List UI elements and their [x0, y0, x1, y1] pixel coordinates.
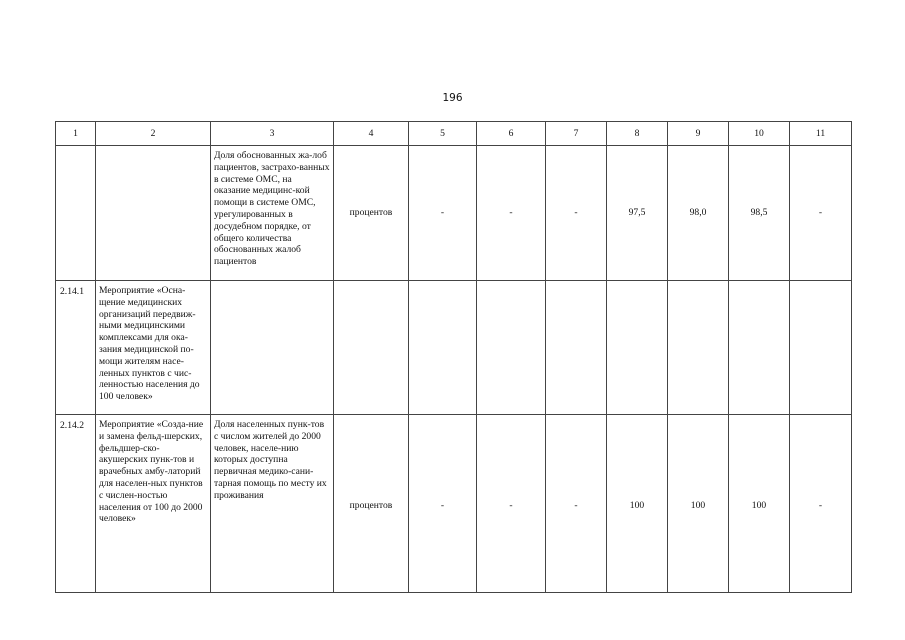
unit-cell: процентов	[349, 500, 393, 511]
table-row	[56, 415, 852, 593]
value-cell: 100	[629, 500, 645, 511]
row-number: 2.14.1	[60, 286, 84, 297]
value-cell	[790, 281, 851, 342]
event-cell: Мероприятие «Созда-ние и замена фельд-шерских, фельдшер-ско-акушерских пунк-тов и врачебных амбу-латорий для населен-ных пунктов с числен-ностью населения от 100 до 2000 человек»	[99, 419, 204, 525]
value-cell: 100	[751, 500, 767, 511]
value-cell: 100	[690, 500, 706, 511]
value-cell	[546, 281, 606, 342]
row-number: 2.14.2	[60, 420, 84, 431]
table-header-row	[56, 122, 852, 146]
indicator-cell: Доля обоснованных жа-лоб пациентов, застрахо-ванных в системе ОМС, на оказание медицинс-кой помощи в системе ОМС, урегулированных в досудебном порядке, от общего количества обоснованных жалоб пациентов	[214, 150, 330, 268]
value-cell	[477, 281, 545, 342]
header-cell: 9	[668, 122, 729, 146]
header-cell: 5	[409, 122, 477, 146]
value-cell: -	[818, 207, 823, 218]
value-cell: -	[574, 500, 578, 511]
value-cell	[729, 281, 789, 342]
header-cell: 11	[790, 122, 852, 146]
event-cell	[96, 146, 210, 152]
unit-cell: процентов	[349, 207, 393, 218]
page-number: 196	[442, 92, 463, 104]
header-cell: 4	[334, 122, 409, 146]
header-cell: 7	[546, 122, 607, 146]
value-cell	[607, 281, 667, 342]
value-cell: -	[440, 207, 445, 218]
unit-cell	[334, 281, 408, 342]
indicator-cell: Доля населенных пунк-тов с числом жителей до 2000 человек, населе-нию которых доступна первичная медико-сани-тарная помощь по месту их проживания	[214, 419, 327, 501]
program-table	[55, 121, 852, 593]
header-cell: 8	[607, 122, 668, 146]
table-row	[56, 281, 852, 415]
value-cell: 98,0	[689, 207, 707, 218]
header-cell: 1	[56, 122, 96, 146]
value-cell: -	[440, 500, 445, 511]
header-cell: 10	[729, 122, 790, 146]
row-number	[56, 146, 95, 151]
value-cell: -	[818, 500, 823, 511]
value-cell	[668, 281, 728, 342]
value-cell: -	[574, 207, 578, 218]
value-cell: 98,5	[750, 207, 768, 218]
event-cell: Мероприятие «Осна-щение медицинских организаций передвиж-ными медицинскими комплексами для ока-зания медицинской по-мощи жителям насе-ленных пунктов с чис-ленностью населения до 100 человек»	[99, 285, 200, 403]
value-cell: -	[509, 500, 513, 511]
header-cell: 2	[96, 122, 211, 146]
indicator-cell	[211, 281, 333, 287]
value-cell: -	[509, 207, 513, 218]
value-cell	[409, 281, 476, 342]
header-cell: 3	[211, 122, 334, 146]
table-row	[56, 146, 852, 281]
value-cell: 97,5	[628, 207, 646, 218]
header-cell: 6	[477, 122, 546, 146]
